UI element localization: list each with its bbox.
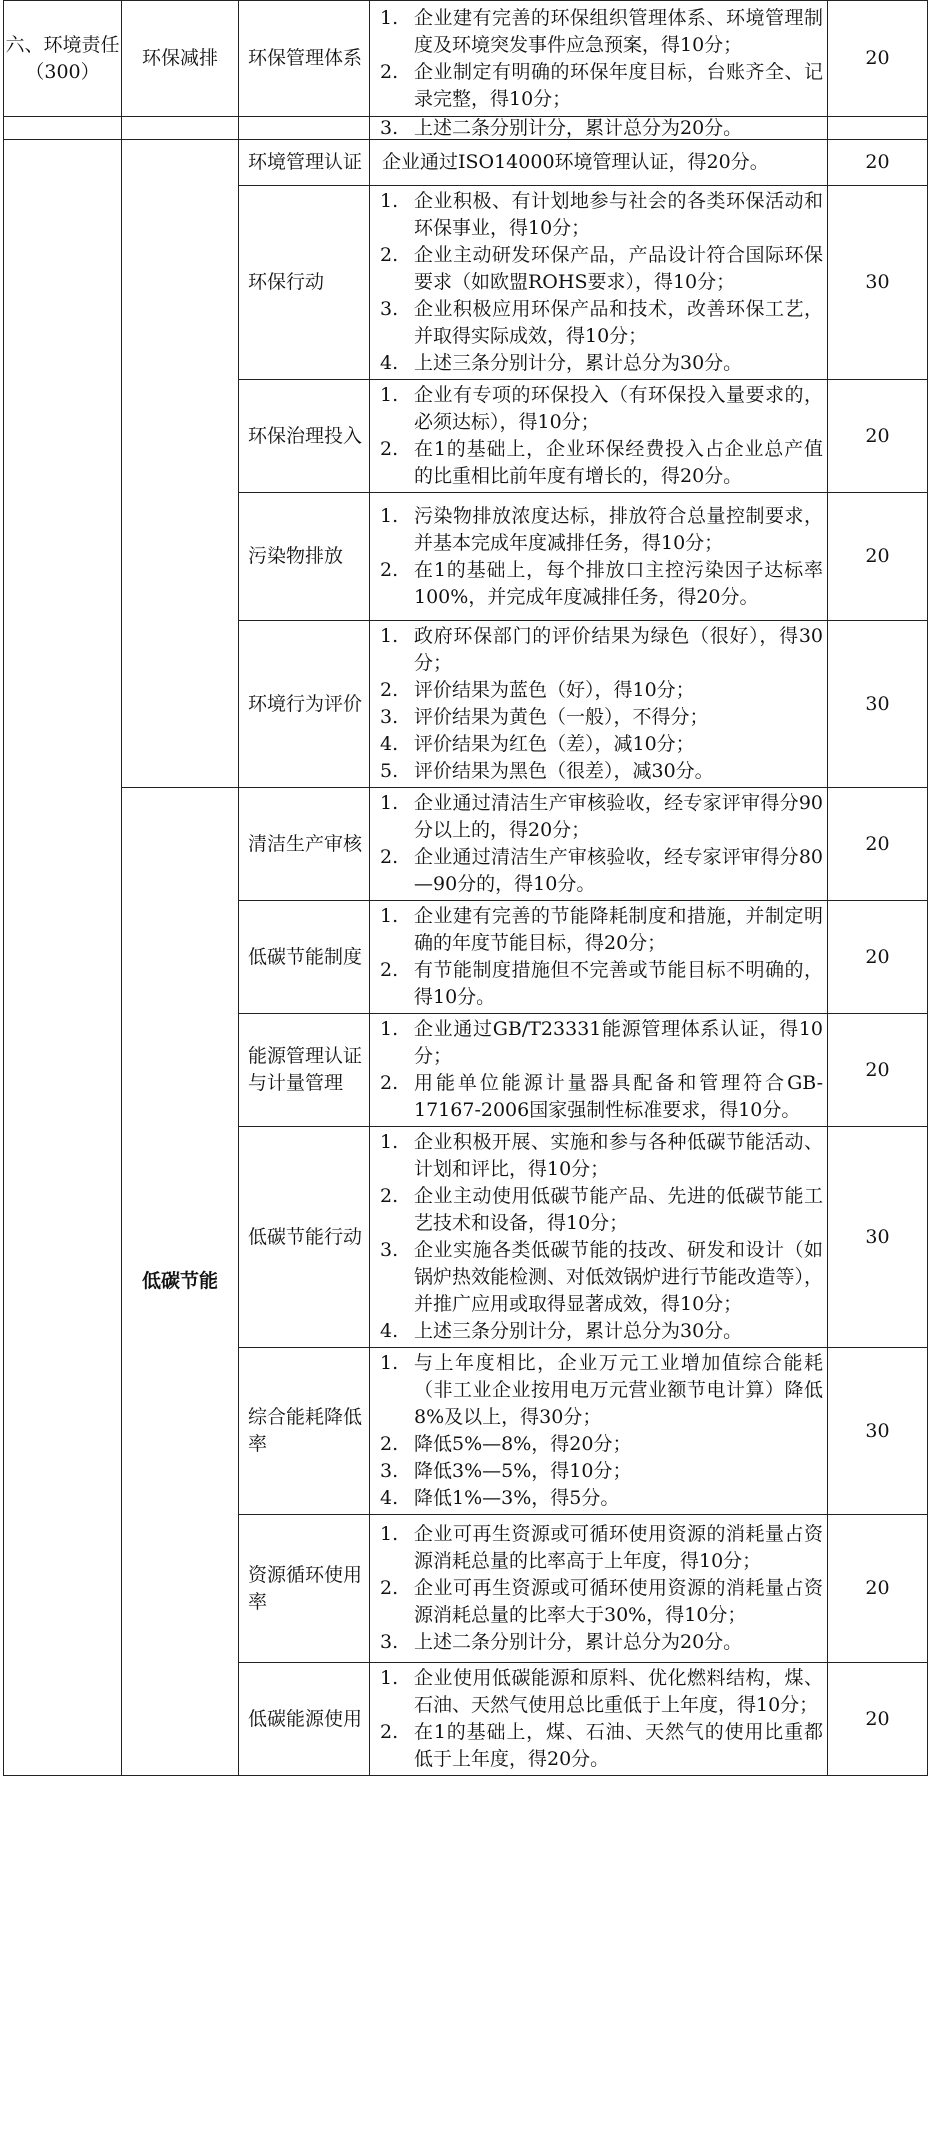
item-name-cell: 综合能耗降低率 xyxy=(239,1348,370,1515)
criteria-item-text: 企业建有完善的环保组织管理体系、环境管理制度及环境突发事件应急预案，得10分； xyxy=(414,6,823,56)
criteria-item-text: 降低3%—5%，得10分； xyxy=(414,1460,632,1482)
criteria-item xyxy=(378,1318,823,1345)
item-name-cell: 环保治理投入 xyxy=(239,380,370,493)
criteria-number: 1. xyxy=(380,384,399,406)
item-name-cell: 低碳能源使用 xyxy=(239,1663,370,1776)
criteria-number: 4. xyxy=(380,733,399,755)
criteria-cell xyxy=(370,493,828,621)
criteria-item xyxy=(378,1431,823,1458)
category-cell: 六、环境责任（300） xyxy=(4,1,122,117)
criteria-item-text: 企业通过清洁生产审核验收，经专家评审得分80—90分的，得10分。 xyxy=(414,846,823,895)
criteria-list xyxy=(378,1521,823,1656)
criteria-number: 2. xyxy=(380,1072,399,1094)
criteria-item xyxy=(378,242,823,296)
criteria-list xyxy=(378,790,823,898)
criteria-number: 2. xyxy=(380,1721,399,1743)
score-cell: 30 xyxy=(828,1127,928,1348)
criteria-item xyxy=(378,188,823,242)
criteria-number: 2. xyxy=(380,558,399,581)
criteria-list xyxy=(378,119,823,137)
score-cell: 20 xyxy=(828,380,928,493)
criteria-item xyxy=(378,623,823,677)
criteria-item xyxy=(378,677,823,704)
score-cell: 30 xyxy=(828,1348,928,1515)
criteria-number: 1. xyxy=(380,625,399,647)
criteria-item xyxy=(378,503,823,557)
criteria-cell xyxy=(370,1014,828,1127)
criteria-item-text: 企业主动使用低碳节能产品、先进的低碳节能工艺技术和设备，得10分； xyxy=(414,1185,823,1234)
criteria-item xyxy=(378,1129,823,1183)
criteria-number: 4. xyxy=(380,1320,399,1342)
criteria-list xyxy=(378,5,823,113)
item-name-cell: 能源管理认证与计量管理 xyxy=(239,1014,370,1127)
criteria-item-text: 评价结果为黑色（很差），减30分。 xyxy=(414,760,714,782)
criteria-cell xyxy=(370,621,828,788)
criteria-item xyxy=(378,296,823,350)
criteria-number: 3. xyxy=(380,706,399,728)
criteria-item-text: 降低1%—3%，得5分。 xyxy=(414,1487,620,1509)
score-cell: 30 xyxy=(828,621,928,788)
criteria-number: 4. xyxy=(380,352,399,374)
score-cell: 20 xyxy=(828,140,928,186)
criteria-text: 企业通过ISO14000环境管理认证，得20分。 xyxy=(382,151,769,173)
score-cell: 20 xyxy=(828,1014,928,1127)
criteria-item xyxy=(378,1485,823,1512)
criteria-list xyxy=(378,1350,823,1512)
criteria-item xyxy=(378,1070,823,1124)
table-row xyxy=(4,788,928,901)
item-name-cell: 环境管理认证 xyxy=(239,140,370,186)
criteria-number: 2. xyxy=(380,1433,399,1455)
criteria-number: 2. xyxy=(380,1577,399,1599)
criteria-item xyxy=(378,903,823,957)
criteria-cell xyxy=(370,186,828,380)
criteria-item xyxy=(378,1719,823,1773)
criteria-item-text: 评价结果为黄色（一般），不得分； xyxy=(414,706,709,728)
criteria-cell xyxy=(370,1127,828,1348)
item-name-cell: 环境行为评价 xyxy=(239,621,370,788)
item-name-cell: 污染物排放 xyxy=(239,493,370,621)
criteria-item-text: 污染物排放浓度达标，排放符合总量控制要求，并基本完成年度减排任务，得10分； xyxy=(414,504,823,554)
criteria-item-text: 在1的基础上，每个排放口主控污染因子达标率100%，并完成年度减排任务，得20分。 xyxy=(414,558,823,608)
criteria-item xyxy=(378,436,823,490)
criteria-item xyxy=(378,1350,823,1431)
score-cell: 20 xyxy=(828,788,928,901)
criteria-number: 2. xyxy=(380,679,399,701)
criteria-cell xyxy=(370,1,828,117)
criteria-item xyxy=(378,704,823,731)
criteria-cell xyxy=(370,788,828,901)
criteria-item-text: 企业主动研发环保产品，产品设计符合国际环保要求（如欧盟ROHS要求），得10分； xyxy=(414,244,823,293)
criteria-number: 2. xyxy=(380,1185,399,1207)
criteria-item xyxy=(378,1016,823,1070)
criteria-item xyxy=(378,1665,823,1719)
criteria-item-text: 上述三条分别计分，累计总分为30分。 xyxy=(414,352,743,374)
criteria-item-text: 企业制定有明确的环保年度目标，台账齐全、记录完整，得10分； xyxy=(414,60,823,110)
criteria-item xyxy=(378,382,823,436)
score-cell: 30 xyxy=(828,186,928,380)
criteria-item-text: 在1的基础上，煤、石油、天然气的使用比重都低于上年度，得20分。 xyxy=(414,1721,823,1770)
criteria-number: 1. xyxy=(380,1667,399,1689)
criteria-cell xyxy=(370,1348,828,1515)
criteria-list xyxy=(378,623,823,785)
criteria-number: 2. xyxy=(380,438,399,460)
criteria-item-text: 企业有专项的环保投入（有环保投入量要求的，必须达标），得10分； xyxy=(414,384,823,433)
empty-cell xyxy=(4,117,122,140)
criteria-item-text: 有节能制度措施但不完善或节能目标不明确的，得10分。 xyxy=(414,959,823,1008)
criteria-number: 2. xyxy=(380,846,399,868)
criteria-list xyxy=(378,1016,823,1124)
criteria-item xyxy=(378,790,823,844)
criteria-number: 1. xyxy=(380,504,399,527)
criteria-number: 1. xyxy=(380,905,399,927)
criteria-number: 3. xyxy=(380,1631,399,1653)
criteria-cell xyxy=(370,901,828,1014)
criteria-cell xyxy=(370,380,828,493)
criteria-list xyxy=(378,382,823,490)
score-cell xyxy=(828,117,928,140)
score-cell: 20 xyxy=(828,493,928,621)
criteria-item-text: 企业建有完善的节能降耗制度和措施，并制定明确的年度节能目标，得20分； xyxy=(414,905,823,954)
criteria-list xyxy=(378,503,823,611)
criteria-item-text: 上述二条分别计分，累计总分为20分。 xyxy=(414,117,743,139)
empty-subcategory-cell xyxy=(122,140,239,788)
criteria-number: 4. xyxy=(380,1487,399,1509)
score-cell: 20 xyxy=(828,901,928,1014)
criteria-list xyxy=(378,188,823,377)
score-cell: 20 xyxy=(828,1515,928,1663)
item-name-cell: 清洁生产审核 xyxy=(239,788,370,901)
criteria-item-text: 上述三条分别计分，累计总分为30分。 xyxy=(414,1320,743,1342)
criteria-item-text: 评价结果为红色（差），减10分； xyxy=(414,733,695,755)
item-name-cell: 低碳节能制度 xyxy=(239,901,370,1014)
item-name-cell: 环保管理体系 xyxy=(239,1,370,117)
criteria-item xyxy=(378,119,823,137)
criteria-item-text: 政府环保部门的评价结果为绿色（很好），得30分； xyxy=(414,625,823,674)
criteria-list xyxy=(378,1665,823,1773)
criteria-item-text: 企业积极应用环保产品和技术，改善环保工艺，并取得实际成效，得10分； xyxy=(414,298,823,347)
criteria-number: 2. xyxy=(380,60,399,83)
criteria-number: 5. xyxy=(380,760,399,782)
criteria-item-text: 与上年度相比，企业万元工业增加值综合能耗（非工业企业按用电万元营业额节电计算）降低8%及以上，得30分； xyxy=(414,1352,823,1428)
criteria-item-text: 企业积极开展、实施和参与各种低碳节能活动、计划和评比，得10分； xyxy=(414,1131,823,1180)
criteria-item xyxy=(378,1575,823,1629)
criteria-item xyxy=(378,844,823,898)
criteria-item-text: 企业可再生资源或可循环使用资源的消耗量占资源消耗总量的比率大于30%，得10分； xyxy=(414,1577,823,1626)
criteria-number: 1. xyxy=(380,1131,399,1153)
criteria-item xyxy=(378,731,823,758)
criteria-cell xyxy=(370,1663,828,1776)
subcategory-cell: 环保减排 xyxy=(122,1,239,117)
criteria-item xyxy=(378,758,823,785)
criteria-item xyxy=(378,1183,823,1237)
criteria-item xyxy=(378,957,823,1011)
criteria-list xyxy=(378,1129,823,1345)
criteria-number: 1. xyxy=(380,792,399,814)
criteria-item-text: 在1的基础上，企业环保经费投入占企业总产值的比重相比前年度有增长的，得20分。 xyxy=(414,438,823,487)
item-name-cell: 资源循环使用率 xyxy=(239,1515,370,1663)
criteria-item-text: 企业通过GB/T23331能源管理体系认证，得10分； xyxy=(414,1018,823,1067)
criteria-item xyxy=(378,59,823,113)
evaluation-table xyxy=(3,0,928,1776)
criteria-cell xyxy=(370,140,828,186)
empty-cell xyxy=(122,117,239,140)
criteria-number: 1. xyxy=(380,190,399,212)
criteria-item-text: 企业可再生资源或可循环使用资源的消耗量占资源消耗总量的比率高于上年度，得10分； xyxy=(414,1523,823,1572)
criteria-number: 1. xyxy=(380,6,399,29)
criteria-item-text: 企业实施各类低碳节能的技改、研发和设计（如锅炉热效能检测、对低效锅炉进行节能改造等），并推广应用或取得显著成效，得10分； xyxy=(414,1239,823,1315)
subcategory-cell: 低碳节能 xyxy=(122,788,239,1776)
table-row xyxy=(4,140,928,186)
criteria-number: 1. xyxy=(380,1018,399,1040)
criteria-number: 2. xyxy=(380,959,399,981)
criteria-item xyxy=(378,350,823,377)
criteria-cell xyxy=(370,117,828,140)
criteria-number: 2. xyxy=(380,244,399,266)
criteria-item-text: 企业使用低碳能源和原料、优化燃料结构，煤、石油、天然气使用总比重低于上年度，得10分； xyxy=(414,1667,823,1716)
criteria-item-text: 降低5%—8%，得20分； xyxy=(414,1433,632,1455)
criteria-number: 3. xyxy=(380,1460,399,1482)
criteria-number: 3. xyxy=(380,117,399,139)
criteria-item-text: 用能单位能源计量器具配备和管理符合GB-17167-2006国家强制性标准要求，得10分。 xyxy=(414,1072,823,1121)
criteria-item xyxy=(378,1458,823,1485)
criteria-list xyxy=(378,903,823,1011)
criteria-item xyxy=(378,1521,823,1575)
criteria-item xyxy=(378,1237,823,1318)
document-page xyxy=(3,0,927,2156)
criteria-item xyxy=(378,1629,823,1656)
criteria-item-text: 企业通过清洁生产审核验收，经专家评审得分90分以上的，得20分； xyxy=(414,792,823,841)
table-row xyxy=(4,117,928,140)
item-name-cell: 环保行动 xyxy=(239,186,370,380)
criteria-item xyxy=(378,557,823,611)
item-name-cell: 低碳节能行动 xyxy=(239,1127,370,1348)
criteria-item-text: 企业积极、有计划地参与社会的各类环保活动和环保事业，得10分； xyxy=(414,190,823,239)
table-row xyxy=(4,1,928,117)
criteria-item-text: 评价结果为蓝色（好），得10分； xyxy=(414,679,695,701)
criteria-cell xyxy=(370,1515,828,1663)
criteria-number: 3. xyxy=(380,1239,399,1261)
criteria-number: 1. xyxy=(380,1523,399,1545)
item-name-cell xyxy=(239,117,370,140)
empty-category-cell xyxy=(4,140,122,1776)
criteria-item-text: 上述二条分别计分，累计总分为20分。 xyxy=(414,1631,743,1653)
criteria-number: 1. xyxy=(380,1352,399,1374)
criteria-number: 3. xyxy=(380,298,399,320)
score-cell: 20 xyxy=(828,1,928,117)
criteria-item xyxy=(378,5,823,59)
score-cell: 20 xyxy=(828,1663,928,1776)
